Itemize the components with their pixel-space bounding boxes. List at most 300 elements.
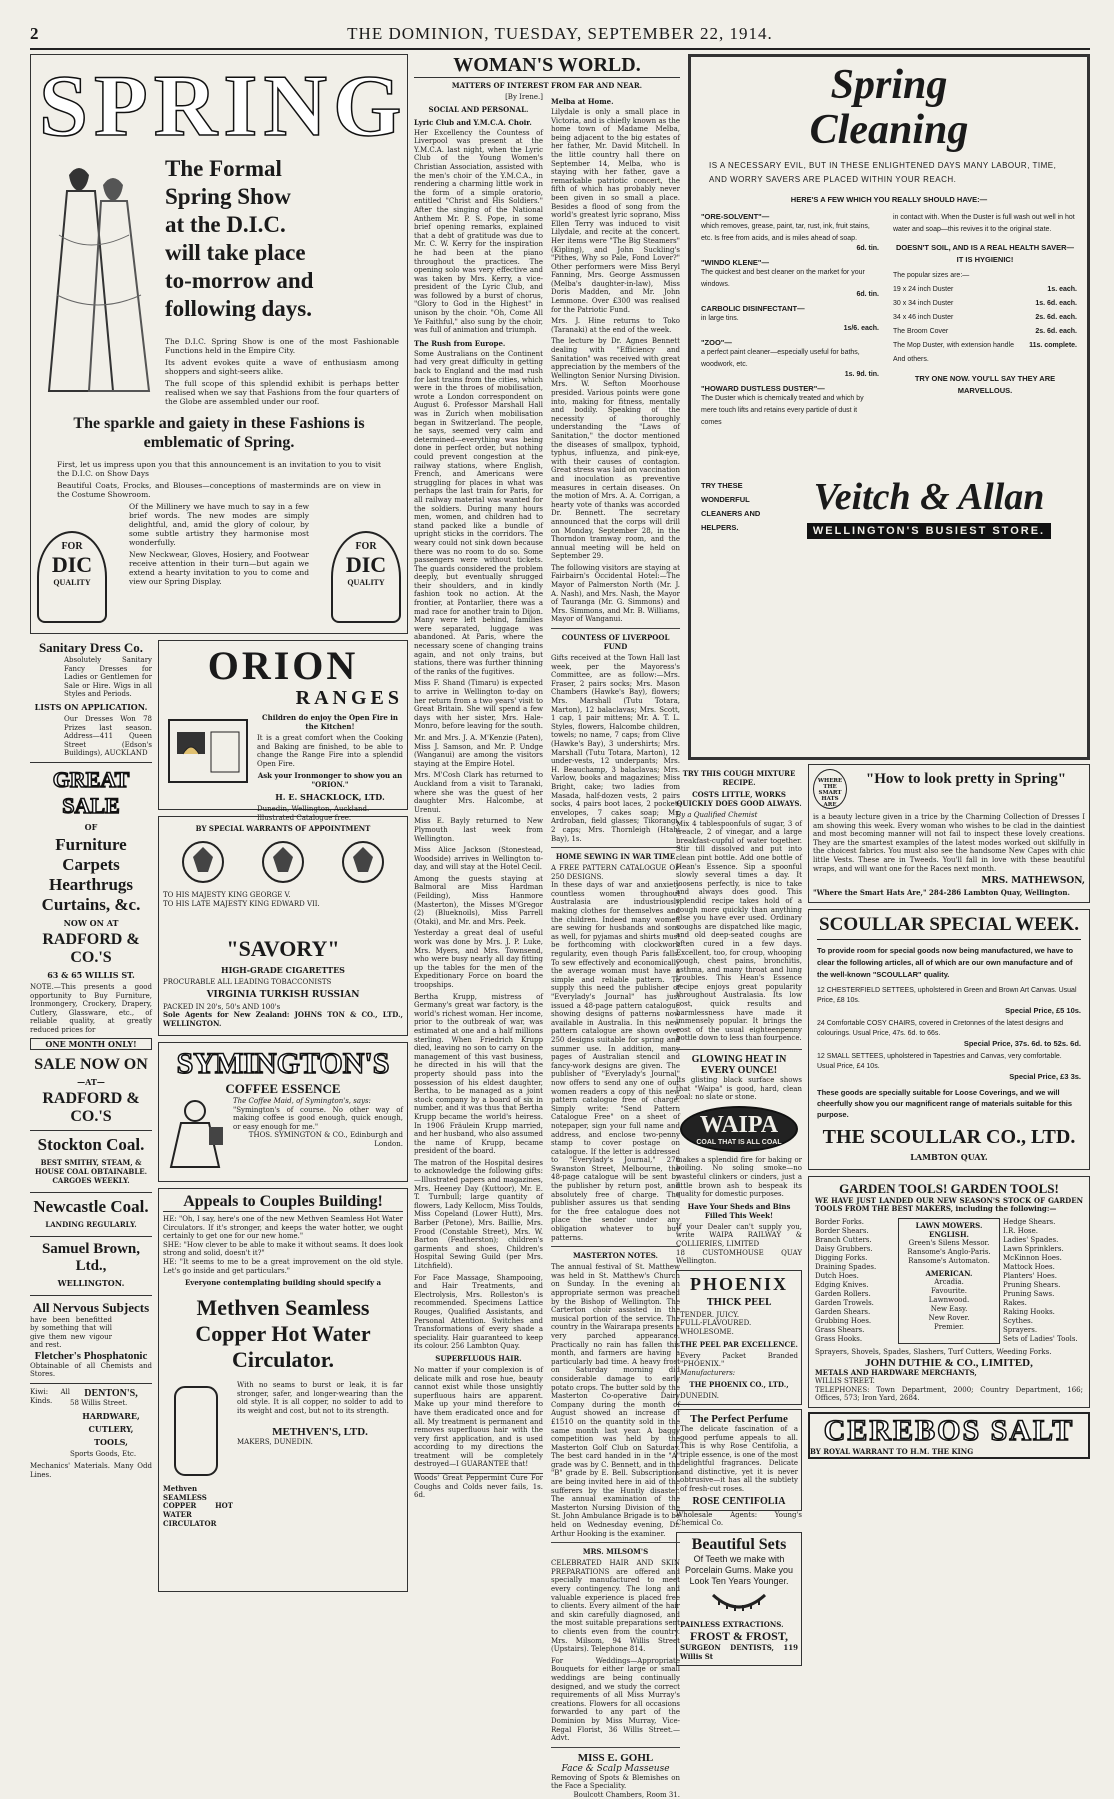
- methven-title: Appeals to Couples Building!: [163, 1193, 403, 1212]
- spring-cleaning-ad: [688, 54, 1090, 760]
- masthead-title: THE DOMINION, TUESDAY, SEPTEMBER 22, 1914.: [347, 24, 773, 43]
- dic-seal-right: [331, 531, 401, 623]
- methven-maker: METHVEN'S, LTD.: [272, 1425, 368, 1438]
- denton-address: 58 Willis Street.: [70, 1399, 128, 1408]
- melba-p3: The lecture by Dr. Agnes Bennett dealing with "Efficiency and Sanitation" was received with great appreciation by the members of the Wellington Senior Nursing Division. Mrs. W. Sefton Moorhouse presided. Various points were gone into, making for fitness, mentally and bodily. Speaking of the necessity of thoroughly understanding the "Laws of Sanitation," the doctor mentioned the diseases of smallpox, typhoid, typhus, influenza, and pink-eye, with their causes of contagion. Great stress was laid on vaccination and inoculation as preventive measures in certain diseases. On the motion of Mrs. A. A. Corrigan, a hearty vote of thanks was accorded Dr. Bennett. The secretary announced that the corps will drill on Monday, September 28, in the Thorndon tramway room, and the annual meeting will be held on September 29.: [551, 337, 680, 561]
- orion-p3: Ask your Ironmonger to show you an "ORION.": [257, 771, 403, 790]
- sanitary-lists: LISTS ON APPLICATION.: [34, 701, 148, 712]
- superfluous-heading: SUPERFLUOUS HAIR.: [435, 1353, 522, 1363]
- garden-item: Ransome's Anglo-Paris.: [907, 1247, 991, 1256]
- waipa-have: Have Your Sheds and Bins Filled This Week!: [687, 1201, 791, 1220]
- spring-p1: The D.I.C. Spring Show is one of the most Fashionable Functions held in the Empire City.: [165, 337, 399, 355]
- methven-body-3: HE: "It seems to me to be a great improvement on the old style. Let's go inside and get particulars.": [163, 1257, 403, 1275]
- scoullar-item: [817, 1019, 1081, 1048]
- ladies-figure-icon: [39, 155, 159, 395]
- seal-mid-text: DIC: [345, 552, 387, 577]
- garden-item: Edging Knives.: [815, 1280, 869, 1289]
- womans-col-left: [414, 93, 543, 1799]
- savory-late-king: TO HIS LATE MAJESTY KING EDWARD VII.: [163, 899, 320, 908]
- seal-mid-text: DIC: [51, 552, 93, 577]
- spring-cleaning-title-2: Cleaning: [809, 107, 969, 153]
- sale-item-curtains: Curtains, &c.: [41, 894, 141, 914]
- woods-advert: Woods' Great Peppermint Cure For Coughs and Colds never fails, 1s. 6d.: [414, 1474, 543, 1500]
- garden-item: Garden Shears.: [815, 1307, 871, 1316]
- cleaner-item: [701, 258, 879, 298]
- spring-p5: Beautiful Coats, Frocks, and Blouses—conceptions of masterminds are on view in the Costume Showroom.: [57, 481, 381, 499]
- size-label: The Mop Duster, with extension handle: [893, 342, 1015, 349]
- lawn-english: ENGLISH.: [928, 1229, 969, 1239]
- garden-item: Ladies' Spades.: [1003, 1235, 1059, 1244]
- waipa-body-2: makes a splendid fire for baking or boiling. No soling smoke—no wasteful clinkers or cinders, just a little brown ash to bespeak its quality for domestic purposes.: [676, 1155, 802, 1199]
- denton-line-4: Sports Goods, Etc.: [70, 1449, 137, 1458]
- womans-world-section: [414, 54, 680, 1799]
- garden-item: Grass Hooks.: [815, 1334, 863, 1343]
- royal-crest-icon: [338, 837, 388, 887]
- royal-crest-icon: [258, 837, 308, 887]
- mathewson-body: is a beauty lecture given in a trice by the Charming Collection of Dresses I am showing this week. Every woman who wishes to be clad in the daintiest and most becoming manner will not fail to inspect these lovely creations. They are the smartest examples of the latest modes worked out skilfully in the choicest fabrics. You must also see the handsome New Capes with chic little Vests. These are in Tweeds. You'll fall in love with these beautiful wraps, and will want one for the Races next month.: [813, 813, 1085, 873]
- garden-item: Arcadia.: [934, 1277, 964, 1286]
- sets-painless: PAINLESS EXTRACTIONS.: [680, 1619, 784, 1629]
- duster-right-1: in contact with. When the Duster is full wash out well in hot water and soap—this revives it to the original state.: [893, 214, 1075, 233]
- savory-name: "SAVORY": [226, 936, 340, 962]
- garden-item: Grubbing Hoes.: [815, 1316, 872, 1325]
- perfume-title: The Perfect Perfume: [690, 1412, 788, 1425]
- garden-item: Ransome's Automaton.: [908, 1256, 990, 1265]
- savory-cigarettes-ad: [158, 813, 408, 1036]
- methven-circulator-illustration: [163, 1381, 233, 1528]
- denton-title: DENTON'S,: [84, 1388, 138, 1400]
- garden-intro: WE HAVE JUST LANDED OUR NEW SEASON'S STOCK OF GARDEN TOOLS FROM THE BEST MAKERS, including the following:—: [815, 1195, 1083, 1214]
- scoullar-title: SCOULLAR SPECIAL WEEK.: [817, 914, 1081, 940]
- nervous-subjects-ad: [30, 1296, 152, 1385]
- garden-item: Border Shears.: [815, 1226, 869, 1235]
- countess-text: Gifts received at the Town Hall last week, per the Mayoress's Committee, are as follow:—Mrs. Fraser, 2 pairs socks; Mrs. Mason Chambers (Hawke's Bay), flowers; Mrs. Marshall (Tutu Totara, Marton), 12 balaclavas; Mrs. Scott, 1 cap, 1 pair mittens; Mr. A. T. L. Styles, flowers, Halcombe children, towels; no name, 7 caps; from Clive (Hawke's Bay), 3 undershirts; Mrs. Marshall (Tutu Totara, Marton), 12 under-vests, 12 underpants; Mrs. H. Beauchamp, 3 balaclavas; Mrs. Varlow, books and magazines; Miss Bright, cake; two ladies from Masada, half-dozen vests, 2 pairs socks, 4 pairs boot laces, 2 pocket-envelopes, 7 cakes soap; Mr. Ardroban, field glasses; Tikorangi, 2 caps; Mrs. Thornleigh (Htahi Bay), 1s.: [551, 654, 680, 843]
- great-sale-firm: RADFORD & CO.'S: [42, 930, 140, 966]
- denton-line-3: TOOLS,: [94, 1436, 128, 1447]
- melba-p1: Lilydale is only a small place in Victoria, and is chiefly known as the home town of Madame Melba, being adjacent to the big estates of her father, Mr. David Mitchell. In the little country hall there on September 14, Melba, who is staying with her father, gave a remarkable patriotic concert, the fifth of which has probably never been given in so small a place. Besides a flood of song from the world's greatest lyric soprano, Miss Ellen Terry was induced to visit Lilydale, and recite at the concert. Her items were "The Big Steamers" (Kipling), and John Suckling's "Pithes, Why so Pale, Fond Lover?" Other performers were Miss Beryl Fanning, Mrs. George Assmussen (Melba's daughter-in-law), Miss Doris Madden, and Mr. John Lemmone. Over £300 was realised for the Patriotic Fund.: [551, 108, 680, 314]
- phoenix-title: PHOENIX: [689, 1273, 788, 1294]
- garden-tools-ad: [808, 1176, 1090, 1408]
- scoullar-item-desc: 12 CHESTERFIELD SETTEES, upholstered in Green and Brown Art Canvas. Usual Price, £8 10s.: [817, 986, 1077, 1004]
- spring-line-4: will take place: [165, 240, 306, 265]
- milson-text: CELEBRATED HAIR AND SKIN PREPARATIONS are offered and specially manufactured to meet every contingency. The long and valuable experience is placed free to clients. Every ailment of the hair and skin carefully diagnosed, and the most suitable preparations sent to clients even from the country. Mrs. Milsom, 94 Willis Street (Upstairs). Telephone 814.: [551, 1559, 680, 1654]
- scoullar-item-price: Special Price, £5 10s.: [1005, 1005, 1081, 1015]
- garden-item: Daisy Grubbers.: [815, 1244, 873, 1253]
- phoenix-sub: THICK PEEL: [706, 1297, 772, 1308]
- savory-kinds: VIRGINIA TURKISH RUSSIAN: [206, 989, 360, 1000]
- denton-left: Kiwi: All Kinds.: [30, 1388, 70, 1405]
- perfume-ad: [676, 1409, 802, 1511]
- nervous-body: have been benefitted by something that will give them new vigour and rest.: [30, 1315, 112, 1350]
- great-sale-title: GREAT SALE: [52, 766, 130, 818]
- sets-firm: FROST & FROST,: [690, 1629, 788, 1644]
- cleaner-desc: The Duster which is chemically treated and which by mere touch lifts and retains every particle of dust it comes: [701, 395, 864, 426]
- size-row: [893, 325, 1077, 339]
- garden-item: Planters' Hoes.: [1003, 1271, 1057, 1280]
- perfume-name: ROSE CENTIFOLIA: [692, 1495, 786, 1507]
- spring-p2: Its advent evokes quite a wave of enthusiasm among shoppers and sight-seers alike.: [165, 358, 399, 376]
- denton-line-1: HARDWARE,: [82, 1410, 140, 1421]
- waipa-logo-sub: COAL THAT IS ALL COAL: [696, 1138, 782, 1146]
- sale-now-on: SALE NOW ON: [34, 1055, 148, 1073]
- cerebos-salt-ad: [808, 1412, 1090, 1459]
- garden-item: Sprayers.: [1003, 1325, 1038, 1334]
- size-price: 1s. 6d. each.: [1035, 300, 1077, 307]
- garden-title: GARDEN TOOLS! GARDEN TOOLS!: [839, 1180, 1059, 1196]
- garden-list-mid: [898, 1218, 1000, 1344]
- size-label: The Broom Cover: [893, 328, 949, 335]
- gohl-body: Removing of Spots & Blemishes on the Face a Speciality.: [551, 1773, 680, 1791]
- size-row: [893, 297, 1077, 311]
- perfume-agent: Wholesale Agents: Young's Chemical Co.: [676, 1510, 802, 1528]
- methven-body-5: With no seams to burst or leak, it is far stronger, safer, and longer-wearing than the old style. It is all copper, no solder to add to its weight and cost, but not to its strength.: [237, 1381, 403, 1415]
- range-stove-icon: [163, 710, 253, 790]
- spring-cleaning-intro: IS A NECESSARY EVIL, BUT IN THESE ENLIGHTENED DAYS MANY LABOUR, TIME, AND WORRY SAVERS ARE PLACED WITHIN YOUR REACH.: [709, 161, 1057, 184]
- scoullar-item-price: Special Price, 37s. 6d. to 52s. 6d.: [963, 1038, 1081, 1048]
- garden-telephones: TELEPHONES: Town Department, 2000; Country Department, 166; Offices, 573; Iron Yard, 2684.: [815, 1385, 1083, 1403]
- garden-item: McKinnon Hoes.: [1003, 1253, 1062, 1262]
- scoullar-ad: [808, 909, 1090, 1170]
- melba-p2: Mrs. J. Hine returns to Toko (Taranaki) at the end of the week.: [551, 317, 680, 334]
- phoenix-co: THE PHOENIX CO., LTD.,: [689, 1380, 789, 1390]
- nervous-brand: Fletcher's Phosphatonic: [34, 1349, 148, 1362]
- great-sale-address: 63 & 65 WILLIS ST.: [47, 969, 135, 980]
- perfume-body: The delicate fascination of a good perfume appeals to all. This is why Rose Centifolia, a triple essence, is one of the most delightful fragrances. Delicate and distinctive, yet it is never obtrusive—it has all the subtlety of fresh-cut roses.: [680, 1424, 798, 1494]
- size-price: 2s. 6d. each.: [1035, 314, 1077, 321]
- spring-figures-illustration: [39, 155, 159, 395]
- garden-sprayers: Sprayers, Shovels, Spades, Slashers, Turf Cutters, Weeding Forks.: [815, 1347, 1052, 1356]
- range-stove-illustration: [163, 710, 253, 790]
- size-row: [893, 283, 1077, 297]
- nervous-title: All Nervous Subjects: [32, 1299, 150, 1315]
- mathewson-name: MRS. MATHEWSON,: [981, 876, 1085, 887]
- symington-maker: THOS. SYMINGTON & CO., Edinburgh and London.: [248, 1131, 403, 1148]
- phoenix-l3: THE PEEL PAR EXCELLENCE.: [680, 1339, 798, 1349]
- mathewson-ad: [808, 764, 1090, 903]
- lawn-american: AMERICAN.: [925, 1268, 973, 1278]
- symington-title: SYMINGTON'S: [176, 1047, 390, 1080]
- gohl-address: Boulcott Chambers, Room 31.: [573, 1790, 680, 1799]
- garden-item: Pruning Saws.: [1003, 1289, 1055, 1298]
- rush-text: Some Australians on the Continent had very great difficulty in getting back to England and the mad rush for last trains from the cities, which were in the throes of mobilisation, wrote a London correspondent on August 6. Professor Marshall Hall was in Zurich when mobilisation began in Switzerland. The people, he says, seemed very calm and determined—everything was being done in perfect order, but nothing could prevent congestion at the railway stations, where English, French, and Americans were struggling for places in what was perhaps the last train for Paris, for all railway material was wanted for the soldiers. During many hours men, women, and children had to stand packed like a bundle of upright sticks in the corridors. The weary could not sink down because there was no room to do so. Some passengers were without tickets. The guards considered the problem deeply, but eventually shrugged their shoulders, and in kindly fashion took no action. At the frontier, at Pontarlier, there was a mad race for another train to Dijon. Many were left behind, families were separated, luggage was abandoned. At Paris, where the necessary scene of changing trains again, and not only trains, but stations, there was further thinning of the ranks of the fugitives.: [414, 349, 543, 676]
- para-guests: Among the guests staying at Balmoral are Miss Hardman (Feilding), Miss Hanmore (Masterton), the Misses M'Gregor (2) (Blueknoils), Miss Parrell (Otaki), and Mr. and Mrs. Peek.: [414, 874, 543, 926]
- column-six: [676, 764, 802, 1662]
- size-label: 34 x 46 inch Duster: [893, 314, 954, 321]
- royal-crest-icon: [178, 837, 228, 887]
- garden-item: Hedge Shears.: [1003, 1217, 1056, 1226]
- masterton-text: The annual festival of St. Matthew was held in St. Matthew's Church on Sunday. In the evening an appropriate sermon was preached by the Bishop of Wellington. The Carterton choir assisted in the musical portion of the service. The country in the Wairarapa presents a very parched appearance. Practically no rain has fallen this month, and farmers are having a particularly bad time. A heavy frost on Saturday morning did considerable damage to early potato crops. The butter sold by the Masterton Co-operative Dairy Company during the month of August showed an increase of £1510 on the quantity sold in the same month last year. A baggy competition was held by the Masterton Golf Club on Saturday. The best card handed in in the "A" grade was by C. Bennett, and in the "B" grade by E. Bell. Subscriptions are being invited here in aid of the sufferers by the Huntly disaster. The annual examination of the Masterton Nursing Division of the St. John Ambulance Brigade is to be held on Wednesday evening, Dr. Arthur Hooking is the examiner.: [551, 1263, 680, 1538]
- countess-heading: COUNTESS OF LIVERPOOL FUND: [561, 633, 670, 652]
- dic-spring-ad: [30, 54, 408, 634]
- melba-heading: Melba at Home.: [551, 97, 614, 106]
- sale-at: —AT—: [77, 1076, 105, 1087]
- newcastle-coal-ad: [30, 1193, 152, 1237]
- orion-maker: H. E. SHACKLOCK, LTD.: [275, 792, 385, 803]
- size-label: 19 x 24 inch Duster: [893, 286, 954, 293]
- garden-item: Garden Rollers.: [815, 1289, 871, 1298]
- try-these: TRY THESE WONDERFUL CLEANERS AND HELPERS.: [701, 481, 761, 532]
- orion-p1: Children do enjoy the Open Fire in the Kitchen!: [262, 713, 398, 731]
- symingtons-ad: [158, 1042, 408, 1182]
- stockton-title: Stockton Coal.: [37, 1134, 145, 1154]
- cleaner-item: [701, 304, 879, 332]
- lyric-text: Her Excellency the Countess of Liverpool was present at the Y.M.C.A. last night, when the Lyric Club of the Young Women's Christian Association, assisted with the men's choir of the Y.M.C.A., in rendering a charming little work in the form of a simple oratorio, entitled "Christ and His Soldiers." After the singing of the National Anthem Mr. P. S. Pope, in some brief opening remarks, explained that a debt of gratitude was due to Mr. C. W. Kerry for the inspiration he had been at the piano throughout the practices. The opening solo was very effective and was taken by Mrs. Kerry, a vice-president of the Lyric Club, and was followed by a burst of chorus, "Glory to God in the Highest" in unison by the choir. "Oh, Come All Ye Faithful," also sung by the choir, was full of animation and triumph.: [414, 128, 543, 335]
- sanitary-dress-ad: [30, 640, 152, 763]
- beautiful-sets-ad: [676, 1532, 802, 1666]
- size-row: [893, 339, 1077, 353]
- cough-by: By a Qualified Chemist: [676, 811, 758, 819]
- womans-world-title: WOMAN'S WORLD.: [414, 54, 680, 78]
- social-heading: SOCIAL AND PERSONAL.: [428, 104, 529, 114]
- wedding-text: For Weddings—Appropriate Bouquets for either large or small weddings are being continually designed, and we study the correct requirements of all Miss Murray's creations. Flowers for all occasions forwarded to any part of the Dominion by Miss Murray, Vice-Regal Florist, 36 Willis Street.—Advt.: [551, 1656, 680, 1743]
- stockton-coal-ad: [30, 1131, 152, 1193]
- waipa-coal-ad: [676, 1054, 802, 1266]
- spring-headline: SPRING: [39, 58, 408, 155]
- garden-item: Digging Forks.: [815, 1253, 868, 1262]
- cleaners-list: [701, 212, 879, 435]
- cough-body: Mix 4 tablespoonfuls of sugar, 3 of treacle, 2 of vinegar, and a large breakfast-cupful of water together. Stir till dissolved and put into clean pint bottle. Add one bottle of Hean's Essence. Sip a spoonful slowly several times a day. It loosens perfectly, is nice to take and always does good. This splendid recipe takes hold of a cough more quickly than anything else you have ever used. Ordinary coughs are dispatched like magic, and old deep-seated coughs are often cured in a few days. Excellent, too, for croup, whooping cough, chest pains, bronchitis, asthma, and many throat and lung troubles. This Hean's Essence recipe enjoys great popularity throughout Australasia. Its low cost, quick results and harmlessness have made it immensely popular. It brings the cost of the usual eighteenpenny bottle down to less than fourpence.: [676, 819, 802, 1043]
- cleaner-item: [701, 338, 879, 378]
- duster-right-2: DOESN'T SOIL, AND IS A REAL HEALTH SAVER—IT IS HYGIENIC!: [895, 243, 1075, 264]
- garden-item: Branch Cutters.: [815, 1235, 872, 1244]
- garden-item: Green's Silens Messor.: [908, 1238, 990, 1247]
- sale-item-furniture: Furniture: [55, 834, 127, 854]
- phoenix-l2: FULL-FLAVOURED. WHOLESOME.: [680, 1319, 752, 1336]
- nervous-note: Obtainable of all Chemists and Stores.: [30, 1361, 152, 1379]
- sewing-sub: A FREE PATTERN CATALOGUE OF 250 DESIGNS.: [551, 864, 680, 881]
- phoenix-peel-ad: [676, 1270, 802, 1405]
- savory-agents: Sole Agents for New Zealand: JOHNS TON & CO., LTD., WELLINGTON.: [163, 1010, 403, 1028]
- garden-item: Rakes.: [1003, 1298, 1027, 1307]
- womans-col-right: [551, 93, 680, 1799]
- size-row: [893, 353, 1077, 367]
- spring-p4: First, let us impress upon you that this announcement is an invitation to you to visit the D.I.C. on Show Days: [57, 460, 381, 478]
- size-price: 11s. complete.: [1029, 342, 1077, 349]
- cleaner-price: 6d. tin.: [856, 245, 879, 252]
- column-seven: [808, 764, 1090, 1606]
- spring-line-5: to-morrow and: [165, 268, 314, 293]
- sale-item-carpets: Carpets: [62, 854, 120, 874]
- cleaner-name: "HOWARD DUSTLESS DUSTER"—: [701, 384, 825, 393]
- orion-ranges-ad: [158, 640, 408, 822]
- cleaner-desc: in large tins.: [701, 315, 739, 322]
- scoullar-foot: These goods are specially suitable for Loose Coverings, and we will cheerfully show you our magnificent range of materials suitable for this purpose.: [817, 1087, 1073, 1119]
- great-sale-ad: [30, 763, 152, 1131]
- great-sale-of: OF: [84, 821, 98, 832]
- para-yesterday: Yesterday a great deal of useful work was done by Mrs. J. P. Luke, Mrs. Myers, and Mrs. Townsend, who were busy nearly all day fitting up the tables for the men of the Expeditionary Force on board the troopships.: [414, 929, 543, 989]
- symington-sub: COFFEE ESSENCE: [225, 1081, 341, 1096]
- waipa-logo: WAIPA: [699, 1111, 779, 1138]
- dentures-icon: [709, 1587, 769, 1617]
- garden-item: Grass Shears.: [815, 1325, 865, 1334]
- savory-warrant: BY SPECIAL WARRANTS OF APPOINTMENT: [195, 824, 371, 833]
- orion-catalogue: Illustrated Catalogue free.: [257, 813, 352, 822]
- coffee-maid-icon: [163, 1097, 233, 1169]
- samuel-title: Samuel Brown, Ltd.,: [41, 1240, 141, 1274]
- symington-tag: The Coffee Maid, of Symington's, says:: [233, 1097, 371, 1105]
- phoenix-mf: Manufacturers:: [680, 1368, 736, 1377]
- phoenix-l4: Every Packet Branded "PHOENIX.": [680, 1351, 798, 1369]
- garden-item: Sets of Ladies' Tools.: [1003, 1334, 1078, 1343]
- spring-cleaning-here: HERE'S A FEW WHICH YOU REALLY SHOULD HAVE:—: [790, 195, 988, 204]
- para-matron: The matron of the Hospital desires to acknowledge the following gifts:—Illustrated papers and magazines, Mrs. Heeney Day (Kuttoor), Mr. E. T. Turnbull; large quantity of flowers, Lady Kellocm, Miss Toulds, Miss Copeland (Lower Hutt), Mrs. Barber (Petone), Mrs. Baillie, Mrs. Frood (Constable Street), Mrs. W. Barton (Featherston); children's garments and shoes, Children's Hospital Sewing Guild (per Mrs. Litchfield).: [414, 1158, 543, 1270]
- sets-title: Beautiful Sets: [691, 1535, 787, 1553]
- womans-world-sub: MATTERS OF INTEREST FROM FAR AND NEAR.: [451, 81, 643, 90]
- para-cook: Mrs. M'Cosh Clark has returned to Auckland from a visit to Taranaki, where she was the guest of her daughter Mrs. Halcombe, at Urenui.: [414, 771, 543, 814]
- rush-heading: The Rush from Europe.: [414, 338, 506, 348]
- savory-procurable: PROCURABLE ALL LEADING TOBACCONISTS: [163, 978, 332, 987]
- spring-cleaning-title-1: Spring: [830, 62, 948, 108]
- para-shand: Miss F. Shand (Timaru) is expected to arrive in Wellington to-day on her return from a two years' visit to Great Britain. She will spend a few days with her sister, Mrs. Hale-Monro, before leaving for the south.: [414, 679, 543, 731]
- cleaner-price: 6d. tin.: [856, 291, 879, 298]
- orion-city: Dunedin, Wellington, Auckland.: [257, 805, 370, 814]
- sewing-heading: HOME SEWING IN WAR TIME: [555, 852, 676, 862]
- great-sale-now: NOW ON AT: [63, 917, 119, 928]
- seal-bottom-text: QUALITY: [53, 578, 91, 587]
- sewing-text: In these days of war and anxiety countless women throughout Australasia are industriously making clothes for themselves and the children. Indeed many women are sewing for husbands and sons as well, for pyjamas and shirts must be forthcoming with clockwork regularity, even though Paris falls. To sew effectively and economically the average woman must have a simple and reliable pattern. To supply this need the publisher of "Everylady's Journal" has just issued a 48-page pattern catalogue showing designs of patterns now available in Australia. In this new pattern catalogue are shown over 250 designs suitable for spring and summer use. In addition, many pages of Australian stencil and fancy-work designs are given. The publisher of "Everylady's Journal" now offers to send any one of our women readers a copy of this new pattern catalogue free of charge. Simply write: "Send Pattern Catalogue Free" on a sheet of notepaper, sign your full name and address, and enclose two-penny stamp to cover postage on catalogue. If the letter is addressed to "Everylady's Journal," 270 Swanston Street, Melbourne, the 48-page catalogue will be sent by the publisher by return post, and absolutely free of charge. The publisher assures us that sending for the free catalogue does not place the sender under any obligation whatever to buy patterns.: [551, 881, 680, 1242]
- veitch-allan-band: WELLINGTON'S BUSIEST STORE.: [807, 523, 1051, 539]
- masterton-heading: MASTERTON NOTES.: [573, 1251, 658, 1261]
- scoullar-company: THE SCOULLAR CO., LTD.: [822, 1125, 1076, 1148]
- left-small-ads-column: [30, 640, 152, 1600]
- savory-sub: HIGH-GRADE CIGARETTES: [221, 965, 345, 976]
- denton-foot: Mechanics' Materials. Many Odd Lines.: [30, 1462, 152, 1479]
- garden-address: WILLIS STREET.: [815, 1377, 875, 1386]
- garden-item: Dutch Hoes.: [815, 1271, 859, 1280]
- savory-packed: PACKED IN 20's, 50's AND 100's: [163, 1002, 281, 1011]
- garden-list-left: [815, 1218, 895, 1344]
- cleaner-item: [701, 384, 879, 429]
- spring-p6: Of the Millinery we have much to say in a few brief words. The new modes are simply delightful, and, amid the glory of colour, by some subtle artistry they harmonise most wonderfully.: [129, 502, 309, 547]
- sanitary-address: Our Dresses Won 78 Prizes last season. Address—411 Queen Street (Edson's Buildings), AUCKLAND: [64, 714, 152, 758]
- para-bayly: Miss E. Bayly returned to New Plymouth last week from Wellington.: [414, 817, 543, 843]
- dentons-ad: [30, 1384, 152, 1462]
- spring-p3: The full scope of this splendid exhibit is perhaps better realised when we say that Fashions from the four quarters of the Globe are assembled under our roof.: [165, 379, 399, 406]
- size-price: 1s. each.: [1047, 286, 1077, 293]
- garden-item: Pruning Shears.: [1003, 1280, 1061, 1289]
- seal-top-text: FOR: [61, 541, 83, 552]
- scoullar-item-desc: 12 SMALL SETTEES, upholstered in Tapestries and Canvas, very comfortable. Usual Price, £4 10s.: [817, 1052, 1062, 1070]
- water-cylinder-icon: [163, 1381, 229, 1481]
- seal-top-text: FOR: [355, 541, 377, 552]
- para-nichols: Mr. and Mrs. J. A. M'Kenzie (Paten), Miss J. Samson, and Mr. P. Undge (Wanganui) are among the visitors staying at the Empire Hotel.: [414, 733, 543, 768]
- cleaner-name: "WINDO KLENE"—: [701, 258, 769, 267]
- coffee-maid-illustration: [163, 1097, 233, 1169]
- smart-hats-badge: WHERE THE SMART HATS ARE: [813, 769, 847, 809]
- sanitary-body: Absolutely Sanitary Fancy Dresses for Ladies or Gentlemen for Sale or Hire. Wigs in all Styles and Periods.: [64, 656, 152, 699]
- size-label: 30 x 34 inch Duster: [893, 300, 954, 307]
- phoenix-city: DUNEDIN.: [680, 1392, 720, 1401]
- cleaner-price: 1s. 9d. tin.: [844, 371, 879, 378]
- garden-firm: JOHN DUTHIE & CO., LIMITED,: [865, 1356, 1033, 1369]
- veitch-allan-logo: Veitch & Allan: [813, 476, 1045, 518]
- para-jackson: Miss Alice Jackson (Stonestead, Woodside) arrives in Wellington to-day, and will stay at the Hotel Cecil.: [414, 846, 543, 872]
- size-row: [893, 311, 1077, 325]
- milson-heading: MRS. MILSOM'S: [582, 1547, 649, 1557]
- garden-firm-sub: METALS AND HARDWARE MERCHANTS,: [815, 1367, 977, 1377]
- savory-king: TO HIS MAJESTY KING GEORGE V.: [163, 891, 291, 899]
- spring-line-3: at the D.I.C.: [165, 212, 286, 237]
- garden-item: Lawnwood.: [928, 1295, 970, 1304]
- methven-body-1: HE: "Oh, I say, here's one of the new Methven Seamless Hot Water Circulators. If it's stronger, and keeps the water hotter, we ought certainly to get one for our new home.": [163, 1215, 403, 1241]
- mathewson-title: "How to look pretty in Spring": [865, 771, 1067, 787]
- cough-title: TRY THIS COUGH MIXTURE RECIPE.: [682, 769, 796, 787]
- page-number: 2: [30, 24, 40, 43]
- garden-item: Draining Spades.: [815, 1262, 877, 1271]
- para-krupp: Bertha Krupp, mistress of Germany's great war factory, is the world's richest woman. Her income, prior to the outbreak of war, was estimated at one and a half millions sterling. When Friedrich Krupp died, leaving no son to carry on the management of this vast business, he directed in his will that the property should pass into the possession of his eldest daughter, Bertha, to be managed as a joint stock company by a board of six in number, and it was thus that Bertha Krupp became the world's heiress. In 1906 Fräulein Krupp married, and her husband, who also assumed the name of Krupp, became president of the board.: [414, 992, 543, 1156]
- scoullar-item: [817, 1052, 1081, 1081]
- garden-item: Premier.: [933, 1322, 965, 1331]
- orion-title: ORION: [207, 643, 359, 688]
- cleaner-item: [701, 212, 879, 252]
- try-one-now: TRY ONE NOW. YOU'LL SAY THEY ARE MARVELLOUS.: [914, 374, 1056, 395]
- garden-item: Favourite.: [931, 1286, 967, 1295]
- newcastle-body: LANDING REGULARLY.: [45, 1219, 137, 1229]
- sets-body: Of Teeth we make with Porcelain Gums. Make you Look Ten Years Younger.: [684, 1553, 794, 1586]
- orion-sub: RANGES: [295, 687, 403, 709]
- cough-mixture-ad: [676, 764, 802, 1045]
- sets-address: SURGEON DENTISTS, 119 Willis St: [680, 1643, 798, 1662]
- size-price: 2s. 6d. each.: [1035, 328, 1077, 335]
- garden-item: Border Forks.: [815, 1217, 864, 1226]
- orion-p2: It is a great comfort when the Cooking and Baking are finished, to be able to change the Range Fire into a splendid Open Fire.: [257, 734, 403, 768]
- cleaner-desc: a perfect paint cleaner—especially useful for baths, woodwork, etc.: [701, 349, 860, 368]
- stockton-body: BEST SMITHY, STEAM, & HOUSE COAL OBTAINABLE. CARGOES WEEKLY.: [34, 1157, 148, 1185]
- mathewson-address: "Where the Smart Hats Are," 284-286 Lambton Quay, Wellington.: [813, 888, 1070, 898]
- newcastle-title: Newcastle Coal.: [33, 1196, 149, 1216]
- scoullar-item-desc: 24 Comfortable COSY CHAIRS, covered in Cretonnes of the latest designs and colourings. Usual Price, 47s. 6d. to 66s.: [817, 1019, 1064, 1037]
- seal-bottom-text: QUALITY: [347, 578, 385, 587]
- methven-body-2: SHE: "How clever to be able to make it without seams. It does look strong and solid, doesn't it?": [163, 1240, 403, 1258]
- waipa-ask: If your Dealer can't supply you, write WAIPA RAILWAY & COLLIERIES, LIMITED: [676, 1222, 802, 1248]
- cerebos-title: CEREBOS SALT: [823, 1413, 1075, 1447]
- cleaner-desc: which removes, grease, paint, tar, rust, ink, fruit stains, etc. Is free from acids, and is miles ahead of soap.: [701, 223, 870, 242]
- samuel-city: WELLINGTON.: [57, 1277, 125, 1288]
- methven-body-4: Everyone contemplating building should specify a: [184, 1278, 382, 1288]
- great-sale-note: NOTE.—This presents a good opportunity to Buy Furniture, Ironmongery, Crockery, Drapery, Cutlery, Glassware, etc., of reliable quality, at greatly reduced prices for: [30, 982, 152, 1034]
- denton-line-2: CUTLERY,: [88, 1423, 134, 1434]
- garden-item: New Easy.: [930, 1304, 968, 1313]
- methven-city: MAKERS, DUNEDIN.: [237, 1437, 313, 1446]
- garden-item: I.R. Hose.: [1003, 1226, 1038, 1235]
- cleaner-desc: The quickest and best cleaner on the market for your windows.: [701, 269, 865, 288]
- garden-item: Garden Trowels.: [815, 1298, 874, 1307]
- methven-side: Methven SEAMLESS COPPER HOT WATER CIRCULATOR: [163, 1484, 233, 1528]
- sale-item-hearthrugs: Hearthrugs: [48, 874, 134, 894]
- spring-line-6: following days.: [165, 296, 312, 321]
- garden-list-right: [1003, 1218, 1083, 1344]
- dic-seal-left: [37, 531, 107, 623]
- waipa-body: Its glisting black surface shows that "Waipa" is good, hard, clean coal: no slate or stone.: [676, 1076, 802, 1102]
- masthead: [30, 22, 1090, 50]
- byline: [By Irene.]: [505, 93, 543, 101]
- superfluous-text: No matter if your complexion is of delicate milk and rose hue, beauty cannot exist while those unsightly superfluous hairs are apparent. Make up your mind therefore to have them eradicated once and for all. My treatment is permanent and removes superfluous hair with the very first application, and is used according to my directions the treatment will be completely destroyed—I GUARANTEE that!: [414, 1365, 543, 1469]
- garden-item: Mattock Hoes.: [1003, 1262, 1055, 1271]
- gohl-sub: Face & Scalp Masseuse: [561, 1763, 670, 1774]
- spring-subhead: The sparkle and gaiety in these Fashions is emblematic of Spring.: [73, 415, 365, 451]
- waipa-title: GLOWING HEAT IN EVERY OUNCE!: [691, 1054, 787, 1077]
- scoullar-item-price: Special Price, £3 3s.: [1009, 1071, 1081, 1081]
- garden-item: Lawn Sprinklers.: [1003, 1244, 1064, 1253]
- garden-item: Raking Hooks.: [1003, 1307, 1055, 1316]
- cerebos-sub: BY ROYAL WARRANT TO H.M. THE KING: [810, 1446, 974, 1456]
- cleaner-name: "ZOO"—: [701, 338, 732, 347]
- cleaner-name: CARBOLIC DISINFECTANT—: [701, 304, 805, 313]
- spring-p7: New Neckwear, Gloves, Hosiery, and Footwear receive attention in their turn—but again we extend a hearty invitation to you to come and view our Spring Display.: [129, 550, 309, 586]
- garden-item: Scythes.: [1003, 1316, 1033, 1325]
- great-sale-month: ONE MONTH ONLY!: [30, 1038, 152, 1050]
- scoullar-intro: To provide room for special goods now being manufactured, we have to clear the following articles, all of which are our own manufacture and of the well-known "SCOULLAR" quality.: [817, 945, 1074, 979]
